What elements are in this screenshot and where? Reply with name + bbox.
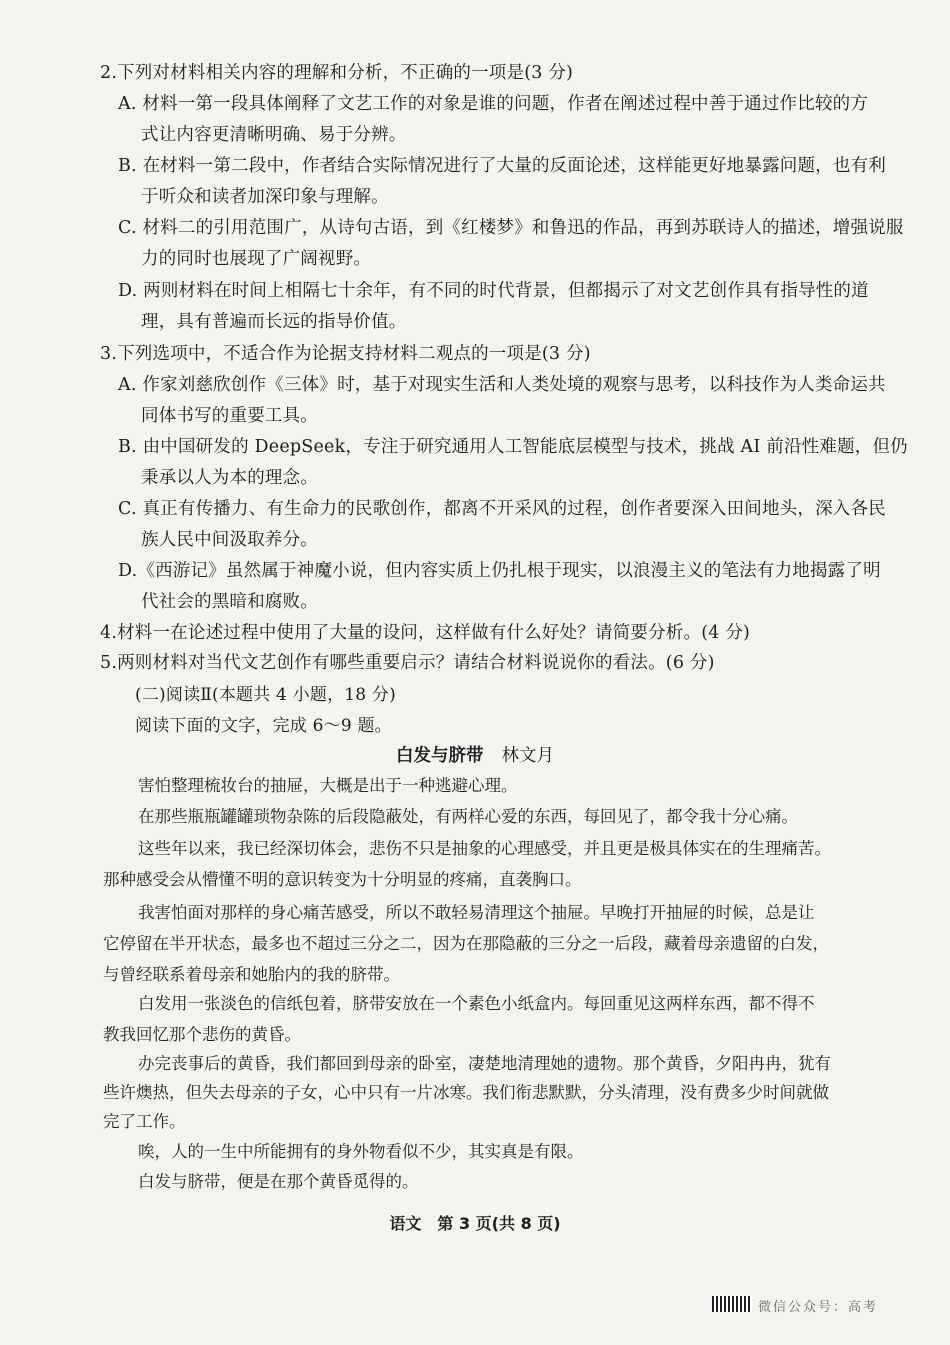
essay-line-6: 它停留在半开状态，最多也不超过三分之二，因为在那隐蔽的三分之一后段，藏着母亲遗留的白发， [103,934,829,953]
essay-title-text: 白发与脐带 [396,746,484,766]
q2-option-c-line1: C. 材料二的引用范围广，从诗句古语，到《红楼梦》和鲁迅的作品，再到苏联诗人的描述，增强说服 [118,218,904,238]
q2-option-b-line2: 于听众和读者加深印象与理解。 [141,187,389,207]
q3-option-b-line2: 秉承以人为本的理念。 [141,468,318,488]
essay-line-10: 办完丧事后的黄昏，我们都回到母亲的卧室，凄楚地清理她的遗物。那个黄昏，夕阳冉冉，犹有 [138,1054,831,1073]
essay-line-8: 白发用一张淡色的信纸包着，脐带安放在一个素色小纸盒内。每回重见这两样东西，都不得不 [138,994,815,1013]
q3-option-d-line2: 代社会的黑暗和腐败。 [141,592,318,612]
essay-line-9: 教我回忆那个悲伤的黄昏。 [103,1025,301,1044]
question-5: 5.两则材料对当代文艺创作有哪些重要启示？请结合材料说说你的看法。(6 分) [100,653,715,673]
q3-option-b-line1: B. 由中国研发的 DeepSeek，专注于研究通用人工智能底层模型与技术，挑战 AI 前沿性难题，但仍 [118,437,908,457]
q3-option-c-line1: C. 真正有传播力、有生命力的民歌创作，都离不开采风的过程，创作者要深入田间地头，深入各民 [118,499,886,519]
essay-line-1: 害怕整理梳妆台的抽屉，大概是出于一种逃避心理。 [138,776,518,795]
q3-option-c-line2: 族人民中间汲取养分。 [141,530,318,550]
section-instruction: 阅读下面的文字，完成 6～9 题。 [135,716,392,736]
essay-line-3: 这些年以来，我已经深切体会，悲伤不只是抽象的心理感受，并且更是极具体实在的生理痛苦。 [138,839,831,858]
watermark [712,1292,942,1320]
qr-code-icon [712,1296,752,1312]
q2-option-c-line2: 力的同时也展现了广阔视野。 [141,249,372,269]
essay-title [0,745,950,767]
q2-option-a-line1: A. 材料一第一段具体阐释了文艺工作的对象是谁的问题，作者在阐述过程中善于通过作比较的方 [118,94,869,114]
q3-option-d-line1: D.《西游记》虽然属于神魔小说，但内容实质上仍扎根于现实，以浪漫主义的笔法有力地揭露了明 [118,561,881,581]
q3-option-a-line1: A. 作家刘慈欣创作《三体》时，基于对现实生活和人类处境的观察与思考，以科技作为人类命运共 [118,375,886,395]
page-footer: 语文 第 3 页(共 8 页) [389,1214,561,1233]
q2-option-d-line1: D. 两则材料在时间上相隔七十余年，有不同的时代背景，但都揭示了对文艺创作具有指导性的道 [118,281,869,301]
q2-option-a-line2: 式让内容更清晰明确、易于分辨。 [141,125,407,145]
question-2-stem: 2.下列对材料相关内容的理解和分析，不正确的一项是(3 分) [100,63,574,83]
watermark-text: 微信公众号：高考 [758,1300,879,1315]
question-4: 4.材料一在论述过程中使用了大量的设问，这样做有什么好处？请简要分析。(4 分) [100,623,751,643]
question-3-stem: 3.下列选项中，不适合作为论据支持材料二观点的一项是(3 分) [100,344,591,364]
q2-option-b-line1: B. 在材料一第二段中，作者结合实际情况进行了大量的反面论述，这样能更好地暴露问题，也有利 [118,156,886,176]
essay-line-7: 与曾经联系着母亲和她胎内的我的脐带。 [103,965,400,984]
essay-line-12: 完了工作。 [103,1112,186,1131]
q3-option-a-line2: 同体书写的重要工具。 [141,406,318,426]
essay-line-5: 我害怕面对那样的身心痛苦感受，所以不敢轻易清理这个抽屉。早晚打开抽屉的时候，总是让 [138,903,815,922]
essay-line-13: 唉，人的一生中所能拥有的身外物看似不少，其实真是有限。 [138,1142,584,1161]
q2-option-d-line2: 理，具有普遍而长远的指导价值。 [141,312,407,332]
essay-author: 林文月 [501,746,554,766]
essay-line-2: 在那些瓶瓶罐罐琐物杂陈的后段隐蔽处，有两样心爱的东西，每回见了，都令我十分心痛。 [138,807,798,826]
essay-line-11: 些许燠热，但失去母亲的子女，心中只有一片冰寒。我们衔悲默默，分头清理，没有费多少时间就做 [103,1083,829,1102]
essay-line-4: 那种感受会从懵懂不明的意识转变为十分明显的疼痛，直袭胸口。 [103,870,582,889]
section-heading: (二)阅读Ⅱ(本题共 4 小题，18 分) [135,685,396,705]
essay-line-14: 白发与脐带，便是在那个黄昏觅得的。 [138,1172,419,1191]
